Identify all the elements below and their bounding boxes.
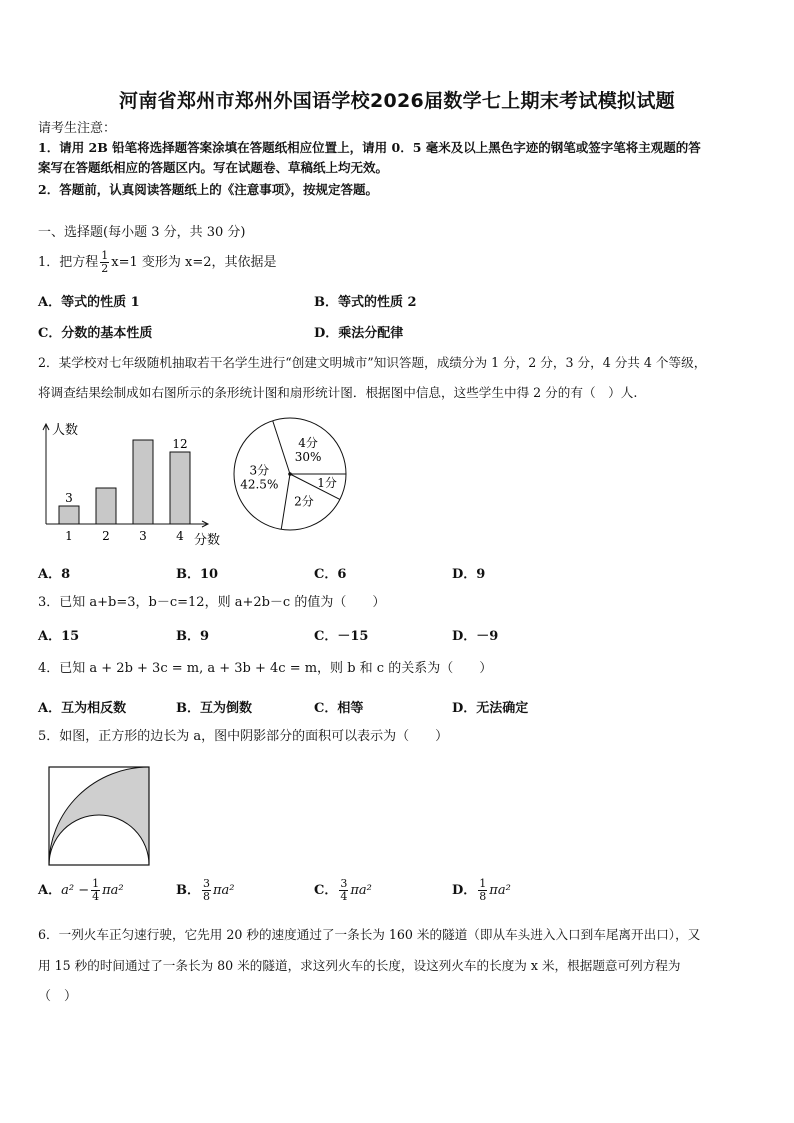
q5-option-c-fraction [339, 878, 348, 903]
q5-option-d-fraction [478, 878, 487, 903]
notice-item-1-line-1: 1．请用 2B 铅笔将选择题答案涂填在答题纸相应位置上，请用 0．5 毫米及以上黑色字迹的钢笔或签字笔将主观题的答 [38, 140, 701, 155]
q5-option-a[interactable] [38, 878, 124, 903]
pie-center [288, 472, 292, 476]
y-axis-label: 人数 [52, 423, 79, 438]
q5-option-b[interactable] [176, 878, 235, 903]
pie-label-2: 1分 [317, 475, 337, 490]
bar-chart [36, 418, 226, 550]
q5-option-a-expr2: πa² [102, 883, 124, 898]
q5-option-a-fraction [91, 878, 100, 903]
pie-chart [226, 416, 354, 534]
q1-option-b[interactable]: B．等式的性质 2 [314, 295, 417, 310]
x-axis-label: 分数 [194, 533, 221, 548]
q5-b-frac-num: 3 [203, 877, 210, 890]
q2-line-1: 2．某学校对七年级随机抽取若干名学生进行“创建文明城市”知识答题，成绩分为 1 分，2 分，3 分，4 分共 4 个等级， [38, 355, 707, 370]
q6-line-1: 6．一列火车正匀速行驶，它先用 20 秒的速度通过了一条长为 160 米的隧道（即从车头进入入口到车尾离开出口），又 [38, 927, 701, 942]
bar-1 [59, 506, 79, 524]
q5-d-frac-den: 8 [479, 890, 487, 903]
q1-option-d[interactable]: D．乘法分配律 [314, 326, 404, 341]
q5-option-c-expr: πa² [350, 883, 372, 898]
q5-a-frac-den: 4 [92, 890, 100, 903]
data-label-4: 12 [172, 437, 188, 451]
pie-pct-label-1: 30% [294, 450, 322, 465]
section-heading: 一、选择题(每小题 3 分，共 30 分) [38, 225, 246, 240]
q1-option-a[interactable]: A．等式的性质 1 [38, 295, 140, 310]
q4-option-c[interactable]: C．相等 [314, 701, 364, 716]
q1-fraction-numerator: 1 [101, 249, 109, 262]
x-tick-label-4: 4 [176, 529, 184, 543]
q5-option-d-expr: πa² [489, 883, 511, 898]
question-1 [38, 250, 277, 275]
q2-option-c[interactable]: C．6 [314, 567, 347, 582]
bar-3 [133, 440, 153, 524]
q5-option-c-prefix: C． [314, 883, 338, 898]
q2-option-d[interactable]: D．9 [452, 567, 486, 582]
question-3: 3．已知 a+b=3，b－c=12，则 a+2b－c 的值为（ ） [38, 595, 386, 610]
q1-option-c[interactable]: C．分数的基本性质 [38, 326, 153, 341]
q2-option-a[interactable]: A．8 [38, 567, 71, 582]
q5-option-b-fraction [202, 878, 211, 903]
x-tick-label-1: 1 [65, 529, 73, 543]
q6-line-2: 用 15 秒的时间通过了一条长为 80 米的隧道，求这列火车的长度，设这列火车的长度为 x 米，根据题意可列方程为 [38, 958, 681, 973]
q5-option-a-expr1: a² − [61, 883, 90, 898]
q5-option-c[interactable] [314, 878, 372, 903]
q5-option-d-prefix: D． [452, 883, 477, 898]
pie-label-3: 2分 [294, 494, 314, 509]
q5-option-d[interactable] [452, 878, 511, 903]
square-shaded-figure [46, 764, 154, 868]
q3-option-d[interactable]: D．－9 [452, 629, 499, 644]
q5-c-frac-den: 4 [340, 890, 348, 903]
bar-4 [170, 452, 190, 524]
data-label-1: 3 [65, 491, 73, 505]
q4-option-a[interactable]: A．互为相反数 [38, 701, 127, 716]
question-5: 5．如图，正方形的边长为 a，图中阴影部分的面积可以表示为（ ） [38, 729, 449, 744]
q2-line-2: 将调查结果绘制成如右图所示的条形统计图和扇形统计图．根据图中信息，这些学生中得 2 分的有（ ）人. [38, 385, 638, 400]
pie-label-1: 4分 [298, 436, 318, 451]
q3-option-b[interactable]: B．9 [176, 629, 210, 644]
q5-option-a-prefix: A． [38, 883, 62, 898]
pie-pct-label-4: 42.5% [240, 477, 279, 492]
q5-c-frac-num: 3 [340, 877, 348, 890]
notice-heading: 请考生注意： [38, 121, 117, 136]
notice-item-1-line-2: 案写在答题纸相应的答题区内。写在试题卷、草稿纸上均无效。 [38, 160, 389, 175]
q6-line-3: （ ） [38, 989, 78, 1004]
notice-item-2: 2．答题前，认真阅读答题纸上的《注意事项》，按规定答题。 [38, 182, 378, 197]
q3-option-c[interactable]: C．－15 [314, 629, 369, 644]
q3-option-a[interactable]: A．15 [38, 629, 80, 644]
q1-suffix: x=1 变形为 x=2，其依据是 [111, 255, 277, 270]
bar-2 [96, 488, 116, 524]
q2-option-b[interactable]: B．10 [176, 567, 219, 582]
q5-d-frac-num: 1 [479, 877, 487, 890]
question-4: 4．已知 a + 2b + 3c = m, a + 3b + 4c = m，则 b 和 c 的关系为（ ） [38, 661, 493, 676]
q5-option-b-prefix: B． [176, 883, 200, 898]
q5-a-frac-num: 1 [92, 877, 100, 890]
page-title: 河南省郑州市郑州外国语学校2026届数学七上期末考试模拟试题 [119, 90, 675, 112]
q1-prefix: 1．把方程 [38, 255, 99, 270]
q1-fraction [100, 250, 109, 275]
q4-option-d[interactable]: D．无法确定 [452, 701, 529, 716]
pie-label-4: 3分 [249, 463, 270, 478]
q1-fraction-denominator: 2 [101, 262, 109, 275]
q5-option-b-expr: πa² [213, 883, 235, 898]
x-tick-label-3: 3 [139, 529, 147, 543]
x-tick-label-2: 2 [102, 529, 110, 543]
q5-b-frac-den: 8 [203, 890, 210, 903]
q4-option-b[interactable]: B．互为倒数 [176, 701, 252, 716]
